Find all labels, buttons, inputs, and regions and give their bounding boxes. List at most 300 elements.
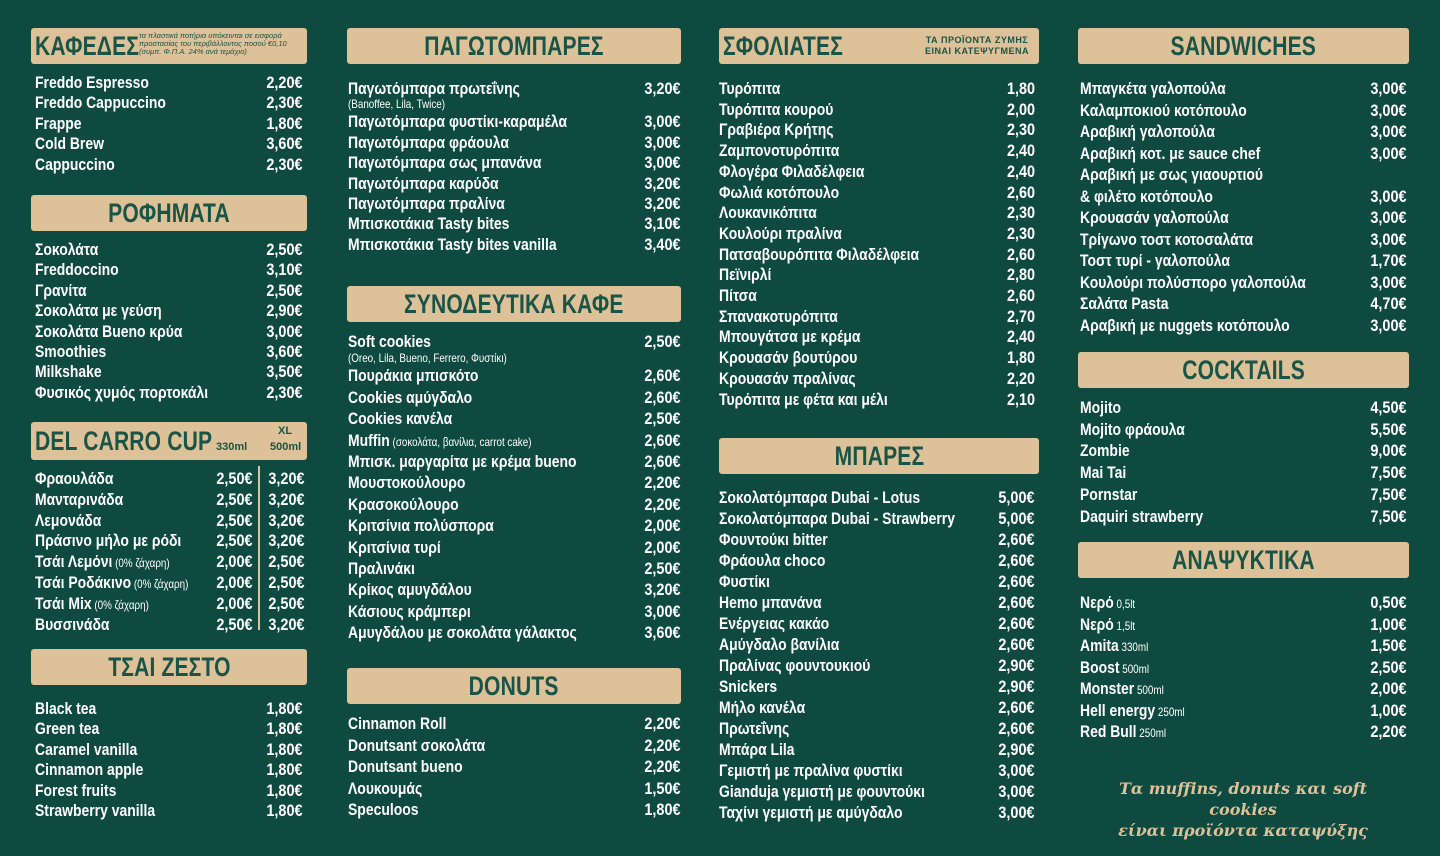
menu-item	[35, 382, 303, 403]
item-price: 2,60€	[998, 593, 1035, 612]
header-kafedes	[31, 28, 307, 64]
item-name: Γραβιέρα Κρήτης	[719, 120, 834, 140]
item-price: 2,60€	[998, 614, 1035, 633]
item-name: Muffin (σοκολάτα, βανίλια, carrot cake)	[348, 430, 532, 450]
item-name: Μπουγάτσα με κρέμα	[719, 327, 861, 347]
menu-item	[1080, 506, 1407, 527]
menu-item	[35, 800, 303, 821]
item-name: Αραβική με σως γιαουρτιού	[1080, 165, 1264, 184]
menu-item	[1080, 186, 1407, 207]
item-price: 3,00€	[644, 112, 681, 132]
menu-item	[719, 655, 1035, 676]
item-price: 1,50€	[644, 778, 681, 798]
header-cocktails	[1078, 352, 1409, 388]
item-price-330: 2,00€	[216, 573, 253, 592]
menu-item	[719, 182, 1035, 203]
item-price: 2,60€	[998, 719, 1035, 738]
menu-item	[348, 430, 681, 451]
menu-item	[719, 244, 1035, 265]
menu-item	[1080, 100, 1407, 121]
menu-item	[348, 213, 681, 234]
item-name: Κουλούρι πραλίνα	[719, 223, 842, 243]
item-name: Κρασοκούλουρο	[348, 494, 459, 514]
item-price: 2,20€	[266, 73, 303, 92]
item-name: Black tea	[35, 699, 97, 718]
item-name: Donutsant σοκολάτα	[348, 735, 486, 755]
item-price: 1,00€	[1370, 700, 1407, 720]
item-price: 1,80	[1006, 79, 1035, 98]
item-name: Ζαμπονοτυρόπιτα	[719, 141, 840, 161]
section-title: ΤΣΑΙ ΖΕΣΤΟ	[107, 651, 231, 682]
item-price-500: 3,20€	[268, 510, 305, 530]
item-name: Αμύγδαλο βανίλια	[719, 635, 840, 654]
menu-item	[348, 472, 681, 493]
item-price: 2,50€	[644, 409, 681, 429]
item-subtext: (Oreo, Lila, Bueno, Ferrero, Φυστίκι)	[348, 351, 507, 366]
item-name: Cinnamon apple	[35, 760, 144, 780]
item-name: Τσάι Ροδάκινο (0% ζάχαρη)	[35, 573, 189, 592]
item-price: 2,50€	[266, 240, 303, 259]
item-name: Strawberry vanilla	[35, 801, 156, 820]
item-price: 3,10€	[266, 260, 303, 280]
item-price-500: 3,20€	[268, 489, 305, 509]
menu-item	[719, 781, 1035, 802]
section-title: COCKTAILS	[1182, 354, 1305, 385]
item-name: Cold Brew	[35, 134, 104, 154]
header-pagotobares	[347, 28, 681, 64]
item-price: 1,80€	[266, 801, 303, 820]
item-name: Mai Tai	[1080, 463, 1127, 483]
item-price: 2,60€	[998, 530, 1035, 549]
item-price: 2,80	[1006, 265, 1035, 285]
item-price-500: 2,50€	[268, 593, 305, 613]
section-title: ΠΑΓΩΤΟΜΠΑΡΕΣ	[424, 30, 604, 61]
menu-item	[1080, 440, 1407, 461]
menu-item	[35, 133, 303, 154]
item-price: 2,20	[1006, 368, 1035, 388]
menu-item	[1080, 657, 1407, 678]
item-name: Πατσαβουρόπιτα Φιλαδέλφεια	[719, 244, 920, 264]
menu-item	[35, 572, 305, 593]
item-name: Τυρόπιτα κουρού	[719, 99, 834, 119]
item-name: Νερό 0,5lt	[1080, 593, 1136, 612]
item-name: Τσάι Mix (0% ζάχαρη)	[35, 593, 149, 613]
menu-item	[719, 285, 1035, 306]
menu-item	[719, 760, 1035, 781]
menu-item	[719, 487, 1035, 508]
item-name: Καλαμποκιού κοτόπουλο	[1080, 100, 1247, 120]
item-price: 2,20€	[644, 494, 681, 514]
item-name: Σοκολάτα Bueno κρύα	[35, 321, 183, 341]
menu-item	[1080, 678, 1407, 699]
item-price: 3,00€	[1370, 122, 1407, 141]
menu-item	[35, 259, 303, 280]
menu-item	[719, 140, 1035, 161]
menu-item	[348, 778, 681, 799]
menu-item	[348, 799, 681, 820]
item-price: 2,60€	[644, 430, 681, 450]
menu-item	[719, 223, 1035, 244]
item-price: 3,00€	[1370, 143, 1407, 163]
menu-item	[719, 368, 1035, 389]
menu-item	[719, 306, 1035, 327]
menu-item	[719, 508, 1035, 529]
item-name: Κριτσίνια πολύσπορα	[348, 516, 494, 536]
item-name: Μήλο κανέλα	[719, 698, 806, 717]
item-name: Cookies κανέλα	[348, 409, 453, 429]
header-sfoliates	[719, 28, 1039, 64]
item-price: 2,00	[1006, 99, 1035, 119]
item-name: Freddoccino	[35, 260, 119, 280]
item-price: 3,60€	[266, 134, 303, 154]
item-price: 1,70€	[1370, 251, 1407, 270]
header-donuts	[347, 668, 681, 704]
menu-item	[348, 494, 681, 515]
header-sandwiches	[1078, 28, 1409, 64]
item-name: Speculoos	[348, 800, 419, 820]
item-price: 2,20€	[644, 757, 681, 777]
item-name: Cookies αμύγδαλο	[348, 387, 473, 407]
menu-item	[719, 99, 1035, 120]
menu-item	[348, 78, 681, 99]
item-name: Κρίκος αμυγδάλου	[348, 580, 472, 600]
item-price: 2,20€	[1370, 722, 1407, 741]
item-price: 3,50€	[266, 362, 303, 382]
item-name: Νερό 1,5lt	[1080, 614, 1136, 634]
menu-item	[719, 613, 1035, 634]
menu-item	[348, 365, 681, 386]
item-price: 2,10	[1006, 389, 1035, 409]
item-name: Γεμιστή με πραλίνα φυστίκι	[719, 761, 903, 780]
item-name: Freddo Espresso	[35, 73, 149, 92]
item-price: 2,60€	[998, 698, 1035, 717]
item-name: Σοκολάτα με γεύση	[35, 301, 162, 321]
menu-item	[348, 515, 681, 536]
item-price: 1,80€	[644, 800, 681, 820]
item-price: 2,30	[1006, 203, 1035, 223]
plastic-cup-note: τα πλαστικά ποτήρια υπόκεινται σε εισφορά προστασίας του περιβάλλοντος ποσού €0,10 (συμπ. Φ.Π.Α. 24% ανά τεμάχιο)	[139, 31, 287, 56]
item-name: Μπάρα Lila	[719, 740, 795, 759]
menu-item	[35, 361, 303, 382]
item-name: Hell energy 250ml	[1080, 700, 1185, 720]
menu-item	[1080, 293, 1407, 314]
menu-item	[719, 78, 1035, 99]
frozen-note: ΤΑ ΠΡΟΪΟΝΤΑ ΖΥΜΗΣ ΕΙΝΑΙ ΚΑΤΕΨΥΓΜΕΝΑ	[925, 35, 1029, 56]
item-name: Λουκανικόπιτα	[719, 203, 817, 223]
menu-item	[348, 735, 681, 756]
menu-item	[348, 132, 681, 153]
menu-item	[35, 321, 303, 342]
item-name: Αραβική με nuggets κοτόπουλο	[1080, 315, 1290, 335]
item-price: 2,20€	[644, 714, 681, 733]
menu-item	[35, 341, 303, 362]
menu-item	[719, 529, 1035, 550]
menu-item	[1080, 635, 1407, 656]
item-note: 250ml	[1136, 726, 1167, 740]
item-name: Daquiri strawberry	[1080, 506, 1204, 526]
item-name: Amita 330ml	[1080, 636, 1149, 655]
item-price: 7,50€	[1370, 463, 1407, 483]
item-price: 2,30€	[266, 93, 303, 113]
item-name: Mojito φράουλα	[1080, 419, 1185, 439]
item-name: Τοστ τυρί - γαλοπούλα	[1080, 251, 1230, 270]
item-name: Φωλιά κοτόπουλο	[719, 182, 840, 202]
menu-item	[719, 119, 1035, 140]
menu-item	[719, 634, 1035, 655]
item-name: Τυρόπιτα	[719, 79, 781, 98]
menu-item	[35, 530, 305, 551]
menu-item	[1080, 164, 1407, 185]
menu-item	[35, 489, 305, 510]
item-name: Φουντούκι bitter	[719, 530, 828, 549]
item-price-500: 3,20€	[268, 469, 305, 488]
item-name: & φιλέτο κοτόπουλο	[1080, 186, 1213, 206]
item-name: Milkshake	[35, 362, 102, 382]
section-title: DEL CARRO CUP	[35, 425, 213, 456]
item-price: 1,80€	[266, 780, 303, 800]
item-price: 2,30€	[266, 382, 303, 402]
menu-item	[348, 408, 681, 429]
item-name: Αραβική γαλοπούλα	[1080, 122, 1215, 141]
header-tsai	[31, 649, 307, 685]
item-price: 2,90€	[266, 301, 303, 321]
item-price: 0,50€	[1370, 593, 1407, 612]
item-price: 2,30	[1006, 120, 1035, 140]
item-price: 2,60€	[644, 366, 681, 386]
item-price: 3,60€	[644, 623, 681, 643]
menu-item	[719, 202, 1035, 223]
item-name: Pornstar	[1080, 484, 1138, 504]
size-500: 500ml	[270, 441, 302, 453]
menu-item	[719, 718, 1035, 739]
item-price: 5,50€	[1370, 419, 1407, 439]
section-title: ΣΦΟΛΙΑΤΕΣ	[723, 30, 844, 61]
item-price: 3,40€	[644, 234, 681, 254]
menu-item	[1080, 315, 1407, 336]
item-name: Σοκολατόμπαρα Dubai - Lotus	[719, 488, 921, 507]
item-price-330: 2,50€	[216, 614, 253, 634]
menu-item	[35, 72, 303, 93]
menu-item	[348, 601, 681, 622]
item-name: Μανταρινάδα	[35, 489, 124, 509]
menu-item	[719, 676, 1035, 697]
item-subtext: (Banoffee, Lila, Twice)	[348, 97, 446, 112]
item-name: Cappuccino	[35, 154, 115, 174]
item-price: 3,00€	[1370, 229, 1407, 249]
frozen-products-note	[1090, 778, 1396, 841]
menu-item	[1080, 229, 1407, 250]
header-synodeftika	[347, 286, 681, 322]
item-price-330: 2,50€	[216, 510, 253, 530]
item-name: Smoothies	[35, 342, 107, 361]
menu-item	[348, 387, 681, 408]
item-name: Γρανίτα	[35, 280, 87, 300]
menu-item	[719, 264, 1035, 285]
item-price-500: 2,50€	[268, 552, 305, 572]
item-price: 7,50€	[1370, 484, 1407, 504]
item-price: 3,00€	[998, 803, 1035, 822]
section-title: ΡΟΦΗΜΑΤΑ	[108, 197, 230, 228]
item-price: 2,90€	[998, 656, 1035, 675]
item-name: Αραβική κοτ. με sauce chef	[1080, 143, 1261, 163]
item-name: Boost 500ml	[1080, 657, 1150, 677]
item-price: 5,00€	[998, 488, 1035, 507]
menu-item	[719, 697, 1035, 718]
item-price: 2,60	[1006, 286, 1035, 305]
section-title: DONUTS	[469, 670, 559, 701]
menu-item	[719, 161, 1035, 182]
item-price: 1,80€	[266, 719, 303, 739]
item-price: 3,10€	[644, 214, 681, 234]
section-title: ΣΥΝΟΔΕΥΤΙΚΑ ΚΑΦΕ	[404, 288, 624, 319]
header-delcarro	[31, 422, 307, 460]
item-price: 4,50€	[1370, 398, 1407, 417]
menu-item	[35, 468, 305, 489]
item-name: Φράουλα choco	[719, 551, 826, 570]
item-price: 2,40	[1006, 327, 1035, 347]
item-name: Soft cookies	[348, 332, 431, 351]
item-price-500: 3,20€	[268, 531, 305, 551]
item-name: Hemo μπανάνα	[719, 593, 822, 612]
item-name: Μπισκοτάκια Tasty bites	[348, 214, 510, 234]
item-name: Cinnamon Roll	[348, 714, 447, 733]
menu-item	[348, 152, 681, 173]
item-name: Τρίγωνο τοστ κοτοσαλάτα	[1080, 229, 1254, 249]
section-title: ΑΝΑΨΥΚΤΙΚΑ	[1172, 544, 1315, 575]
item-name: Κάσιους κράμπερι	[348, 601, 471, 621]
menu-item	[719, 347, 1035, 368]
section-title: SANDWICHES	[1170, 30, 1317, 61]
menu-item	[348, 331, 681, 352]
item-price: 3,00€	[1370, 79, 1407, 98]
item-price: 3,20€	[644, 194, 681, 213]
menu-item	[348, 713, 681, 734]
menu-item	[1080, 721, 1407, 742]
menu-item	[1080, 700, 1407, 721]
item-price: 2,90€	[998, 740, 1035, 759]
item-note: (σοκολάτα, βανίλια, carrot cake)	[389, 434, 532, 449]
menu-item	[35, 718, 303, 739]
item-name: Λεμονάδα	[35, 510, 102, 530]
item-price: 3,20€	[644, 173, 681, 193]
header-mpares	[719, 438, 1039, 474]
menu-item	[719, 802, 1035, 823]
item-note: 500ml	[1119, 661, 1150, 676]
item-name: Μπαγκέτα γαλοπούλα	[1080, 79, 1226, 98]
item-name: Βυσσινάδα	[35, 614, 110, 634]
item-name: Αμυγδάλου με σοκολάτα γάλακτος	[348, 623, 577, 643]
item-price: 1,00€	[1370, 614, 1407, 634]
item-name: Σπανακοτυρόπιτα	[719, 306, 838, 326]
item-price-330: 2,50€	[216, 489, 253, 509]
menu-item	[1080, 78, 1407, 99]
item-price: 2,20€	[644, 735, 681, 755]
footer-line-2: είναι προϊόντα καταψύξης	[1118, 821, 1368, 840]
item-price: 2,50€	[1370, 657, 1407, 677]
item-name: Mojito	[1080, 398, 1122, 417]
item-note: 0,5lt	[1113, 597, 1136, 611]
item-price: 2,40	[1006, 161, 1035, 181]
item-price: 3,00€	[1370, 272, 1407, 292]
menu-item	[348, 537, 681, 558]
menu-item	[1080, 207, 1407, 228]
item-name: Red Bull 250ml	[1080, 722, 1167, 741]
item-name: Παγωτόμπαρα φυστίκι-καραμέλα	[348, 112, 568, 132]
header-anapsyktika	[1078, 542, 1409, 578]
item-price: 3,00€	[644, 132, 681, 152]
item-name: Κρουασάν γαλοπούλα	[1080, 208, 1229, 227]
item-note: (0% ζάχαρη)	[131, 577, 189, 591]
item-price: 2,60€	[998, 635, 1035, 654]
item-name: Φλογέρα Φιλαδέλφεια	[719, 161, 865, 181]
item-name: Παγωτόμπαρα καρύδα	[348, 173, 499, 193]
item-note: 330ml	[1118, 640, 1149, 654]
header-rofimata	[31, 195, 307, 231]
item-price: 3,00€	[644, 601, 681, 621]
menu-item	[348, 579, 681, 600]
item-name: Πραλίνας φουντουκιού	[719, 656, 871, 675]
item-name: Λουκουμάς	[348, 778, 423, 798]
section-title: ΚΑΦΕΔΕΣ	[35, 30, 140, 61]
item-name: Παγωτόμπαρα πρωτεΐνης	[348, 79, 520, 98]
menu-item	[1080, 397, 1407, 418]
menu-item	[1080, 614, 1407, 635]
item-price: 2,60€	[998, 572, 1035, 591]
menu-item	[35, 698, 303, 719]
footer-line-1: Τα muffins, donuts και soft cookies	[1118, 779, 1368, 819]
item-price: 3,60€	[266, 342, 303, 361]
item-name: Παγωτόμπαρα σως μπανάνα	[348, 153, 542, 173]
item-name: Ενέργειας κακάο	[719, 614, 830, 633]
item-name: Zombie	[1080, 441, 1130, 461]
menu-item	[35, 300, 303, 321]
menu-item	[348, 111, 681, 132]
menu-item	[719, 326, 1035, 347]
item-price: 2,60€	[644, 387, 681, 407]
menu-item	[348, 622, 681, 643]
item-price: 3,00€	[998, 761, 1035, 780]
menu-item	[348, 193, 681, 214]
item-price: 1,80€	[266, 739, 303, 759]
menu-item	[348, 234, 681, 255]
menu-item	[1080, 592, 1407, 613]
menu-item	[719, 571, 1035, 592]
item-name: Κουλούρι πολύσπορο γαλοπούλα	[1080, 272, 1306, 292]
item-note: (0% ζάχαρη)	[112, 556, 170, 571]
item-price: 1,80€	[266, 760, 303, 780]
item-note: 500ml	[1134, 683, 1164, 697]
item-price: 3,00€	[1370, 186, 1407, 206]
menu-item	[1080, 272, 1407, 293]
menu-item	[35, 551, 305, 572]
item-price: 2,00€	[644, 537, 681, 557]
menu-item	[348, 558, 681, 579]
item-price-330: 2,00€	[216, 552, 253, 572]
menu-item	[348, 451, 681, 472]
item-name: Frappe	[35, 113, 82, 133]
item-price: 3,00€	[1370, 208, 1407, 227]
item-price: 2,90€	[998, 677, 1035, 696]
menu-item	[719, 592, 1035, 613]
item-price: 3,20€	[644, 580, 681, 600]
item-name: Φυσικός χυμός πορτοκάλι	[35, 382, 209, 402]
item-price-330: 2,00€	[216, 593, 253, 613]
item-name: Κρουασάν πραλίνας	[719, 368, 856, 388]
item-price-500: 3,20€	[268, 614, 305, 634]
item-price: 2,70	[1006, 306, 1035, 326]
item-name: Σοκολάτα	[35, 240, 99, 259]
item-price: 3,00€	[644, 153, 681, 173]
